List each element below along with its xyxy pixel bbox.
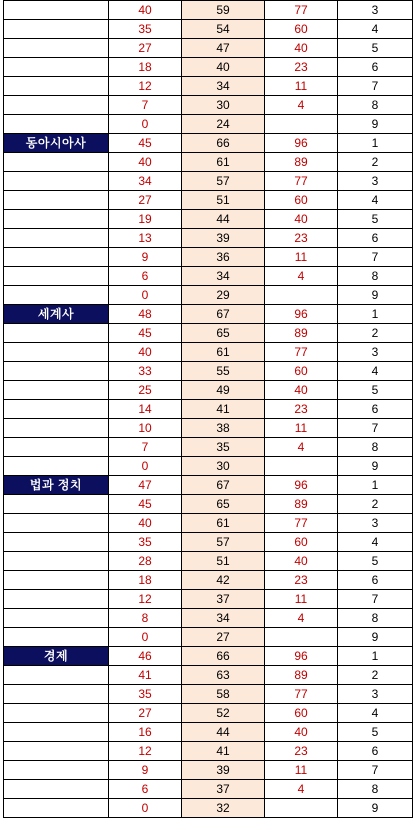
table-row: [4, 799, 413, 818]
cell-col-c[interactable]: 27: [182, 628, 265, 647]
cell-col-d[interactable]: 89: [265, 324, 338, 343]
cell-col-d[interactable]: 96: [265, 305, 338, 324]
cell-col-b[interactable]: 8: [109, 609, 182, 628]
cell-col-c[interactable]: 24: [182, 115, 265, 134]
cell-col-c[interactable]: 57: [182, 172, 265, 191]
cell-col-d[interactable]: 23: [265, 400, 338, 419]
subject-cell[interactable]: [4, 609, 109, 628]
cell-col-c[interactable]: 61: [182, 343, 265, 362]
cell-col-b[interactable]: 28: [109, 552, 182, 571]
table-row: [4, 438, 413, 457]
cell-col-c[interactable]: 34: [182, 77, 265, 96]
cell-col-b[interactable]: 0: [109, 286, 182, 305]
grade-cell[interactable]: 6: [338, 58, 413, 77]
subject-cell[interactable]: [4, 1, 109, 20]
table-row: [4, 305, 413, 324]
grade-cell[interactable]: 6: [338, 400, 413, 419]
cell-col-d[interactable]: 77: [265, 1, 338, 20]
cell-col-b[interactable]: 6: [109, 267, 182, 286]
cell-col-c[interactable]: 34: [182, 609, 265, 628]
cell-col-c[interactable]: 61: [182, 514, 265, 533]
cell-col-d[interactable]: 11: [265, 248, 338, 267]
subject-cell[interactable]: [4, 628, 109, 647]
subject-cell[interactable]: [4, 96, 109, 115]
cell-col-b[interactable]: 0: [109, 457, 182, 476]
cell-col-b[interactable]: 16: [109, 723, 182, 742]
cell-col-c[interactable]: 66: [182, 647, 265, 666]
subject-cell[interactable]: [4, 723, 109, 742]
grade-cell[interactable]: 4: [338, 704, 413, 723]
cell-col-d[interactable]: 11: [265, 761, 338, 780]
subject-label[interactable]: 경제: [4, 647, 109, 666]
cell-col-b[interactable]: 46: [109, 647, 182, 666]
cell-col-d[interactable]: 40: [265, 39, 338, 58]
subject-cell[interactable]: [4, 495, 109, 514]
subject-cell[interactable]: [4, 799, 109, 818]
subject-cell[interactable]: [4, 666, 109, 685]
subject-cell[interactable]: [4, 229, 109, 248]
cell-col-b[interactable]: 9: [109, 761, 182, 780]
table-row: [4, 476, 413, 495]
cell-col-c[interactable]: 32: [182, 799, 265, 818]
cell-col-c[interactable]: 44: [182, 723, 265, 742]
cell-col-d[interactable]: 4: [265, 96, 338, 115]
subject-cell[interactable]: [4, 381, 109, 400]
grade-cell[interactable]: 2: [338, 324, 413, 343]
cell-col-b[interactable]: 35: [109, 685, 182, 704]
table-row: [4, 704, 413, 723]
subject-cell[interactable]: [4, 571, 109, 590]
cell-col-d[interactable]: 96: [265, 134, 338, 153]
cell-col-d[interactable]: 96: [265, 647, 338, 666]
cell-col-c[interactable]: 67: [182, 305, 265, 324]
cell-col-b[interactable]: 45: [109, 495, 182, 514]
cell-col-c[interactable]: 52: [182, 704, 265, 723]
grade-cell[interactable]: 9: [338, 799, 413, 818]
grade-cell[interactable]: 2: [338, 666, 413, 685]
table-row: [4, 609, 413, 628]
table-row: [4, 495, 413, 514]
cell-col-d[interactable]: 60: [265, 20, 338, 39]
cell-col-b[interactable]: 35: [109, 20, 182, 39]
grade-cell[interactable]: 5: [338, 39, 413, 58]
cell-col-b[interactable]: 27: [109, 39, 182, 58]
cell-col-c[interactable]: 55: [182, 362, 265, 381]
cell-col-b[interactable]: 45: [109, 134, 182, 153]
cell-col-b[interactable]: 47: [109, 476, 182, 495]
cell-col-b[interactable]: 18: [109, 571, 182, 590]
cell-col-b[interactable]: 13: [109, 229, 182, 248]
grade-cell[interactable]: 3: [338, 172, 413, 191]
grade-cell[interactable]: 7: [338, 248, 413, 267]
grade-cell[interactable]: 9: [338, 286, 413, 305]
grade-cell[interactable]: 9: [338, 628, 413, 647]
subject-cell[interactable]: [4, 419, 109, 438]
subject-cell[interactable]: [4, 685, 109, 704]
cell-col-c[interactable]: 49: [182, 381, 265, 400]
cell-col-c[interactable]: 36: [182, 248, 265, 267]
cell-col-d[interactable]: [265, 457, 338, 476]
grade-cell[interactable]: 6: [338, 571, 413, 590]
table-row: [4, 590, 413, 609]
cell-col-c[interactable]: 42: [182, 571, 265, 590]
grade-cell[interactable]: 1: [338, 134, 413, 153]
cell-col-b[interactable]: 40: [109, 153, 182, 172]
cell-col-c[interactable]: 41: [182, 742, 265, 761]
cell-col-b[interactable]: 9: [109, 248, 182, 267]
subject-label[interactable]: 법과 정치: [4, 476, 109, 495]
table-row: [4, 552, 413, 571]
cell-col-d[interactable]: 60: [265, 191, 338, 210]
cell-col-c[interactable]: 51: [182, 552, 265, 571]
cell-col-b[interactable]: 10: [109, 419, 182, 438]
grade-cell[interactable]: 6: [338, 742, 413, 761]
cell-col-c[interactable]: 65: [182, 495, 265, 514]
cell-col-d[interactable]: 4: [265, 609, 338, 628]
subject-cell[interactable]: [4, 457, 109, 476]
table-row: [4, 229, 413, 248]
cell-col-b[interactable]: 0: [109, 115, 182, 134]
cell-col-b[interactable]: 33: [109, 362, 182, 381]
grade-cell[interactable]: 3: [338, 685, 413, 704]
grade-cell[interactable]: 1: [338, 305, 413, 324]
cell-col-d[interactable]: 4: [265, 267, 338, 286]
subject-cell[interactable]: [4, 172, 109, 191]
table-row: [4, 115, 413, 134]
grade-cell[interactable]: 9: [338, 457, 413, 476]
cell-col-c[interactable]: 29: [182, 286, 265, 305]
table-row: [4, 761, 413, 780]
cell-col-d[interactable]: 89: [265, 495, 338, 514]
cell-col-d[interactable]: 40: [265, 381, 338, 400]
grade-cell[interactable]: 2: [338, 153, 413, 172]
grade-cell[interactable]: 3: [338, 1, 413, 20]
subject-cell[interactable]: [4, 400, 109, 419]
cell-col-d[interactable]: 4: [265, 780, 338, 799]
grade-cell[interactable]: 1: [338, 476, 413, 495]
subject-cell[interactable]: [4, 115, 109, 134]
table-row: [4, 514, 413, 533]
cell-col-c[interactable]: 44: [182, 210, 265, 229]
subject-cell[interactable]: [4, 210, 109, 229]
subject-cell[interactable]: [4, 438, 109, 457]
cell-col-b[interactable]: 0: [109, 628, 182, 647]
subject-cell[interactable]: [4, 761, 109, 780]
cell-col-b[interactable]: 12: [109, 742, 182, 761]
subject-cell[interactable]: [4, 248, 109, 267]
subject-cell[interactable]: [4, 20, 109, 39]
cell-col-d[interactable]: 89: [265, 153, 338, 172]
grade-cell[interactable]: 7: [338, 761, 413, 780]
subject-label[interactable]: 세계사: [4, 305, 109, 324]
cell-col-b[interactable]: 27: [109, 704, 182, 723]
table-row: [4, 39, 413, 58]
cell-col-c[interactable]: 47: [182, 39, 265, 58]
cell-col-d[interactable]: 40: [265, 552, 338, 571]
cell-col-d[interactable]: 23: [265, 229, 338, 248]
subject-cell[interactable]: [4, 533, 109, 552]
cell-col-b[interactable]: 6: [109, 780, 182, 799]
table-row: [4, 248, 413, 267]
grade-cell[interactable]: 4: [338, 191, 413, 210]
grade-cell[interactable]: 4: [338, 20, 413, 39]
cell-col-d[interactable]: 60: [265, 533, 338, 552]
grade-cell[interactable]: 5: [338, 381, 413, 400]
cell-col-b[interactable]: 40: [109, 1, 182, 20]
cell-col-c[interactable]: 63: [182, 666, 265, 685]
cell-col-d[interactable]: 40: [265, 723, 338, 742]
cell-col-b[interactable]: 25: [109, 381, 182, 400]
table-row: [4, 666, 413, 685]
table-row: [4, 723, 413, 742]
table-row: [4, 324, 413, 343]
table-row: [4, 191, 413, 210]
subject-cell[interactable]: [4, 590, 109, 609]
cell-col-d[interactable]: 23: [265, 742, 338, 761]
cell-col-c[interactable]: 30: [182, 457, 265, 476]
grade-cell[interactable]: 9: [338, 115, 413, 134]
cell-col-b[interactable]: 34: [109, 172, 182, 191]
subject-cell[interactable]: [4, 742, 109, 761]
cell-col-b[interactable]: 40: [109, 514, 182, 533]
subject-cell[interactable]: [4, 324, 109, 343]
table-row: [4, 685, 413, 704]
subject-cell[interactable]: [4, 780, 109, 799]
grade-cell[interactable]: 2: [338, 495, 413, 514]
cell-col-c[interactable]: 65: [182, 324, 265, 343]
subject-label[interactable]: 동아시아사: [4, 134, 109, 153]
table-row: [4, 153, 413, 172]
grade-cell[interactable]: 3: [338, 343, 413, 362]
grade-cell[interactable]: 7: [338, 77, 413, 96]
grade-cell[interactable]: 3: [338, 514, 413, 533]
grade-cell[interactable]: 8: [338, 96, 413, 115]
table-row: [4, 628, 413, 647]
grade-cell[interactable]: 8: [338, 267, 413, 286]
cell-col-c[interactable]: 58: [182, 685, 265, 704]
subject-cell[interactable]: [4, 704, 109, 723]
cell-col-c[interactable]: 59: [182, 1, 265, 20]
cell-col-c[interactable]: 41: [182, 400, 265, 419]
subject-cell[interactable]: [4, 153, 109, 172]
grade-cell[interactable]: 1: [338, 647, 413, 666]
subject-cell[interactable]: [4, 58, 109, 77]
grade-cell[interactable]: 5: [338, 552, 413, 571]
grade-cell[interactable]: 5: [338, 723, 413, 742]
cell-col-b[interactable]: 41: [109, 666, 182, 685]
table-row: [4, 400, 413, 419]
cell-col-b[interactable]: 19: [109, 210, 182, 229]
cell-col-b[interactable]: 14: [109, 400, 182, 419]
cell-col-d[interactable]: 40: [265, 210, 338, 229]
subject-cell[interactable]: [4, 77, 109, 96]
table-row: [4, 571, 413, 590]
cell-col-c[interactable]: 61: [182, 153, 265, 172]
subject-cell[interactable]: [4, 514, 109, 533]
cell-col-d[interactable]: [265, 799, 338, 818]
subject-cell[interactable]: [4, 267, 109, 286]
cell-col-c[interactable]: 39: [182, 761, 265, 780]
cell-col-c[interactable]: 66: [182, 134, 265, 153]
cell-col-d[interactable]: 11: [265, 419, 338, 438]
subject-cell[interactable]: [4, 191, 109, 210]
cell-col-b[interactable]: 12: [109, 77, 182, 96]
cell-col-c[interactable]: 40: [182, 58, 265, 77]
cell-col-d[interactable]: [265, 286, 338, 305]
cell-col-b[interactable]: 12: [109, 590, 182, 609]
cell-col-d[interactable]: 11: [265, 590, 338, 609]
subject-cell[interactable]: [4, 39, 109, 58]
table-row: [4, 96, 413, 115]
table-row: [4, 172, 413, 191]
cell-col-d[interactable]: 77: [265, 343, 338, 362]
table-row: [4, 419, 413, 438]
table-row: [4, 533, 413, 552]
grade-cell[interactable]: 4: [338, 362, 413, 381]
cell-col-b[interactable]: 45: [109, 324, 182, 343]
cell-col-c[interactable]: 39: [182, 229, 265, 248]
cell-col-c[interactable]: 37: [182, 780, 265, 799]
cell-col-d[interactable]: 89: [265, 666, 338, 685]
cell-col-b[interactable]: 18: [109, 58, 182, 77]
table-row: [4, 20, 413, 39]
cell-col-c[interactable]: 37: [182, 590, 265, 609]
cell-col-d[interactable]: 77: [265, 685, 338, 704]
cell-col-d[interactable]: 77: [265, 514, 338, 533]
table-row: [4, 58, 413, 77]
table-row: [4, 780, 413, 799]
cell-col-d[interactable]: 60: [265, 362, 338, 381]
cell-col-c[interactable]: 34: [182, 267, 265, 286]
table-row: [4, 286, 413, 305]
cell-col-c[interactable]: 35: [182, 438, 265, 457]
grade-cell[interactable]: 8: [338, 438, 413, 457]
cell-col-d[interactable]: 23: [265, 58, 338, 77]
cell-col-c[interactable]: 38: [182, 419, 265, 438]
cell-col-b[interactable]: 7: [109, 96, 182, 115]
table-row: [4, 457, 413, 476]
table-row: [4, 647, 413, 666]
grade-cutoff-table: [3, 0, 413, 818]
table-body: [4, 1, 413, 818]
cell-col-d[interactable]: 23: [265, 571, 338, 590]
cell-col-b[interactable]: 7: [109, 438, 182, 457]
table-row: [4, 1, 413, 20]
cell-col-b[interactable]: 48: [109, 305, 182, 324]
cell-col-c[interactable]: 57: [182, 533, 265, 552]
cell-col-b[interactable]: 35: [109, 533, 182, 552]
cell-col-d[interactable]: 11: [265, 77, 338, 96]
grade-cell[interactable]: 8: [338, 780, 413, 799]
table-row: [4, 210, 413, 229]
cell-col-b[interactable]: 0: [109, 799, 182, 818]
cell-col-d[interactable]: 77: [265, 172, 338, 191]
cell-col-b[interactable]: 27: [109, 191, 182, 210]
table-row: [4, 343, 413, 362]
grade-cell[interactable]: 7: [338, 419, 413, 438]
cell-col-c[interactable]: 54: [182, 20, 265, 39]
grade-cell[interactable]: 5: [338, 210, 413, 229]
table-row: [4, 134, 413, 153]
grade-cell[interactable]: 7: [338, 590, 413, 609]
subject-cell[interactable]: [4, 286, 109, 305]
subject-cell[interactable]: [4, 552, 109, 571]
subject-cell[interactable]: [4, 362, 109, 381]
cell-col-d[interactable]: 60: [265, 704, 338, 723]
cell-col-d[interactable]: [265, 115, 338, 134]
table-row: [4, 742, 413, 761]
cell-col-d[interactable]: 96: [265, 476, 338, 495]
cell-col-c[interactable]: 51: [182, 191, 265, 210]
grade-cell[interactable]: 8: [338, 609, 413, 628]
grade-cell[interactable]: 4: [338, 533, 413, 552]
cell-col-c[interactable]: 67: [182, 476, 265, 495]
table-row: [4, 77, 413, 96]
cell-col-b[interactable]: 40: [109, 343, 182, 362]
table-row: [4, 267, 413, 286]
table-row: [4, 381, 413, 400]
grade-cell[interactable]: 6: [338, 229, 413, 248]
subject-cell[interactable]: [4, 343, 109, 362]
cell-col-d[interactable]: [265, 628, 338, 647]
table-row: [4, 362, 413, 381]
cell-col-c[interactable]: 30: [182, 96, 265, 115]
cell-col-d[interactable]: 4: [265, 438, 338, 457]
